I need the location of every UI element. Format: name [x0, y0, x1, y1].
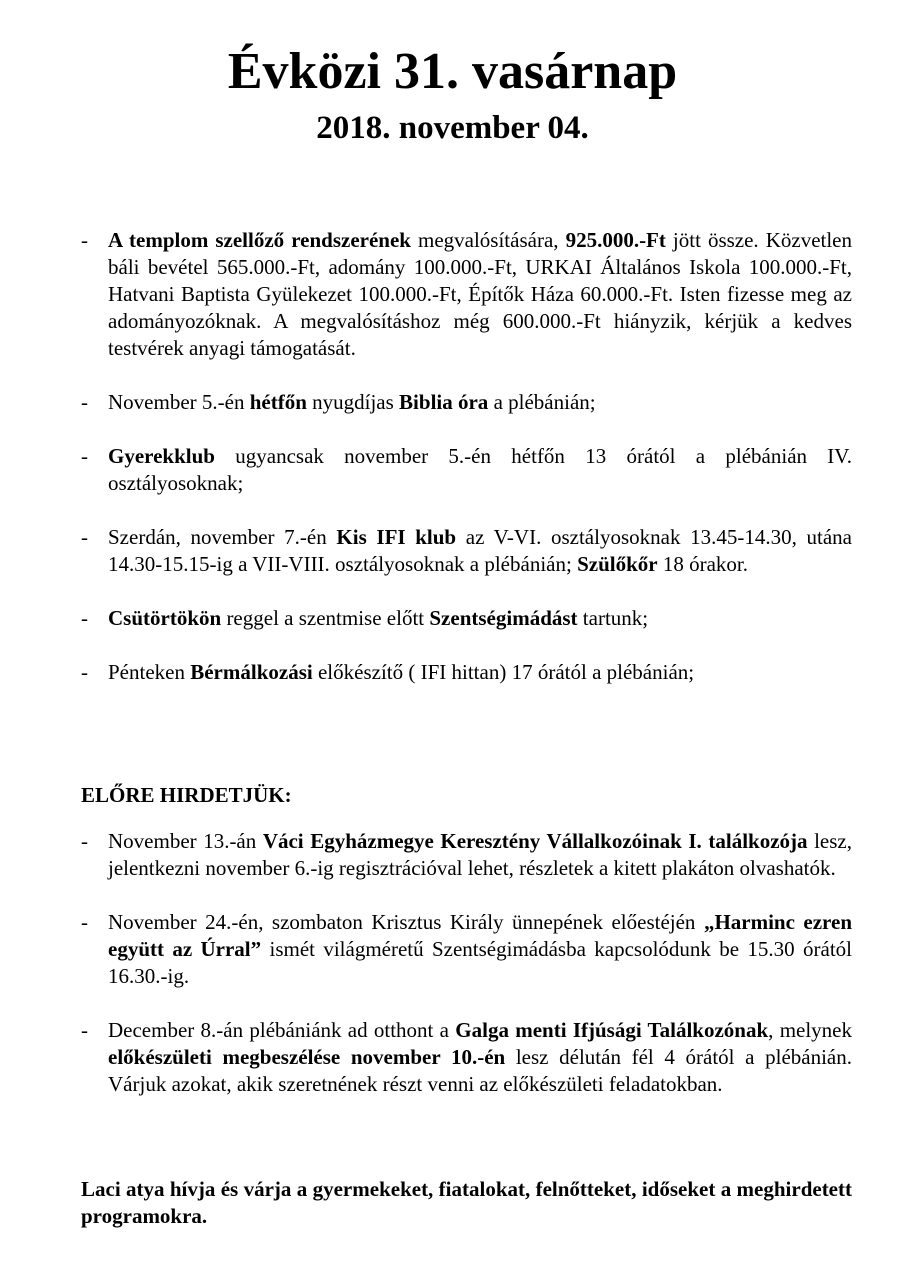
bullet-dash: -	[81, 910, 88, 934]
announcement-text	[108, 389, 852, 416]
bold-text: hétfőn	[249, 390, 307, 414]
bullet-dash: -	[81, 1018, 88, 1042]
text-run: Pénteken	[108, 660, 191, 684]
announcement-item-youth-club	[81, 524, 852, 578]
text-run: Szerdán, november 7.-én	[108, 525, 337, 549]
announcement-text	[108, 828, 852, 882]
announcement-text	[108, 524, 852, 578]
bold-text: Szülőkőr	[577, 552, 658, 576]
bold-text: előkészületi megbeszélése november 10.-én	[108, 1045, 506, 1069]
bold-text: Váci Egyházmegye Keresztény Vállalkozóinak I. találkozója	[262, 829, 808, 853]
page-title: Évközi 31. vasárnap	[227, 43, 678, 100]
bullet-dash: -	[81, 390, 88, 414]
bold-text: A templom szellőző rendszerének	[108, 228, 411, 252]
text-run: December 8.-án plébániánk ad otthont a	[108, 1018, 456, 1042]
text-run: , melynek	[768, 1018, 853, 1042]
text-run: jött össze. Közvetlen báli bevétel 565.000.-Ft, adomány 100.000.-Ft, URKAI Általános Iskola 100.000.-Ft, Hatvani Baptista Gyülekezet 100.000.-Ft, Építők Háza 60.000.-Ft. Isten fizesse meg az adományozóknak. A megvalósításhoz még 600.000.-Ft hiányzik, kérjük a kedves testvérek anyagi támogatását.	[108, 228, 853, 360]
announcement-text	[108, 1017, 852, 1098]
announcement-text	[108, 659, 852, 686]
closing-text: Laci atya hívja és várja a gyermekeket, fiatalokat, felnőtteket, időseket a meghirdetett programokra.	[81, 1177, 852, 1228]
text-run: November 13.-án	[108, 829, 263, 853]
bold-text: Galga menti Ifjúsági Találkozónak	[455, 1018, 769, 1042]
announcement-text	[108, 443, 852, 497]
advance-item-youth-meeting	[81, 1017, 852, 1098]
announcement-list	[81, 227, 852, 686]
advance-list	[81, 828, 852, 1098]
text-run: lesz délután fél 4 órától a plébánián. Várjuk azokat, akik szeretnének részt venni az előkészületi feladatokban.	[108, 1045, 853, 1096]
text-run: ismét világméretű Szentségimádásba kapcsolódunk be 15.30 órától 16.30.-ig.	[108, 937, 852, 988]
advance-item-entrepreneurs	[81, 828, 852, 882]
announcement-text	[108, 605, 852, 632]
text-run: megvalósítására,	[410, 228, 566, 252]
advance-heading: ELŐRE HIRDETJÜK:	[81, 783, 292, 807]
text-run: ugyancsak november 5.-én hétfőn 13 órától a plébánián IV. osztályosoknak;	[108, 444, 852, 495]
bold-text: Gyerekklub	[108, 444, 215, 468]
bold-text: Kis IFI klub	[336, 525, 457, 549]
text-run: előkészítő ( IFI hittan) 17 órától a plébánián;	[312, 660, 695, 684]
text-run: lesz, jelentkezni november 6.-ig regisztrációval lehet, részletek a kitett plakáton olvashatók.	[108, 829, 852, 880]
bullet-dash: -	[81, 525, 88, 549]
announcement-item-confirmation	[81, 659, 852, 686]
announcement-item-kids-club	[81, 443, 852, 497]
text-run: 18 órakor.	[657, 552, 748, 576]
bullet-dash: -	[81, 660, 88, 684]
bullet-dash: -	[81, 606, 88, 630]
text-run: November 5.-én	[108, 390, 250, 414]
text-run: November 24.-én, szombaton Krisztus Király ünnepének előestéjén	[108, 910, 704, 934]
announcement-item-ventilation	[81, 227, 852, 362]
bold-text: Biblia óra	[399, 390, 489, 414]
announcement-text	[108, 909, 852, 990]
advance-item-adoration	[81, 909, 852, 990]
bold-text: 925.000.-Ft	[565, 228, 666, 252]
announcement-item-bible-class	[81, 389, 852, 416]
text-run: tartunk;	[577, 606, 649, 630]
bold-text: Bérmálkozási	[190, 660, 313, 684]
text-run: az V-VI. osztályosoknak 13.45-14.30, utána 14.30-15.15-ig a VII-VIII. osztályosoknak a plébánián;	[108, 525, 852, 576]
bold-text: Csütörtökön	[108, 606, 222, 630]
bullet-dash: -	[81, 444, 88, 468]
bold-text: „Harminc ezren együtt az Úrral”	[108, 910, 852, 961]
page-date: 2018. november 04.	[316, 110, 589, 146]
bold-text: Szentségimádást	[429, 606, 578, 630]
bullet-dash: -	[81, 228, 88, 252]
text-run: nyugdíjas	[306, 390, 400, 414]
text-run: reggel a szentmise előtt	[221, 606, 430, 630]
announcement-text	[108, 227, 852, 362]
announcement-item-adoration	[81, 605, 852, 632]
bullet-dash: -	[81, 829, 88, 853]
text-run: a plébánián;	[488, 390, 596, 414]
